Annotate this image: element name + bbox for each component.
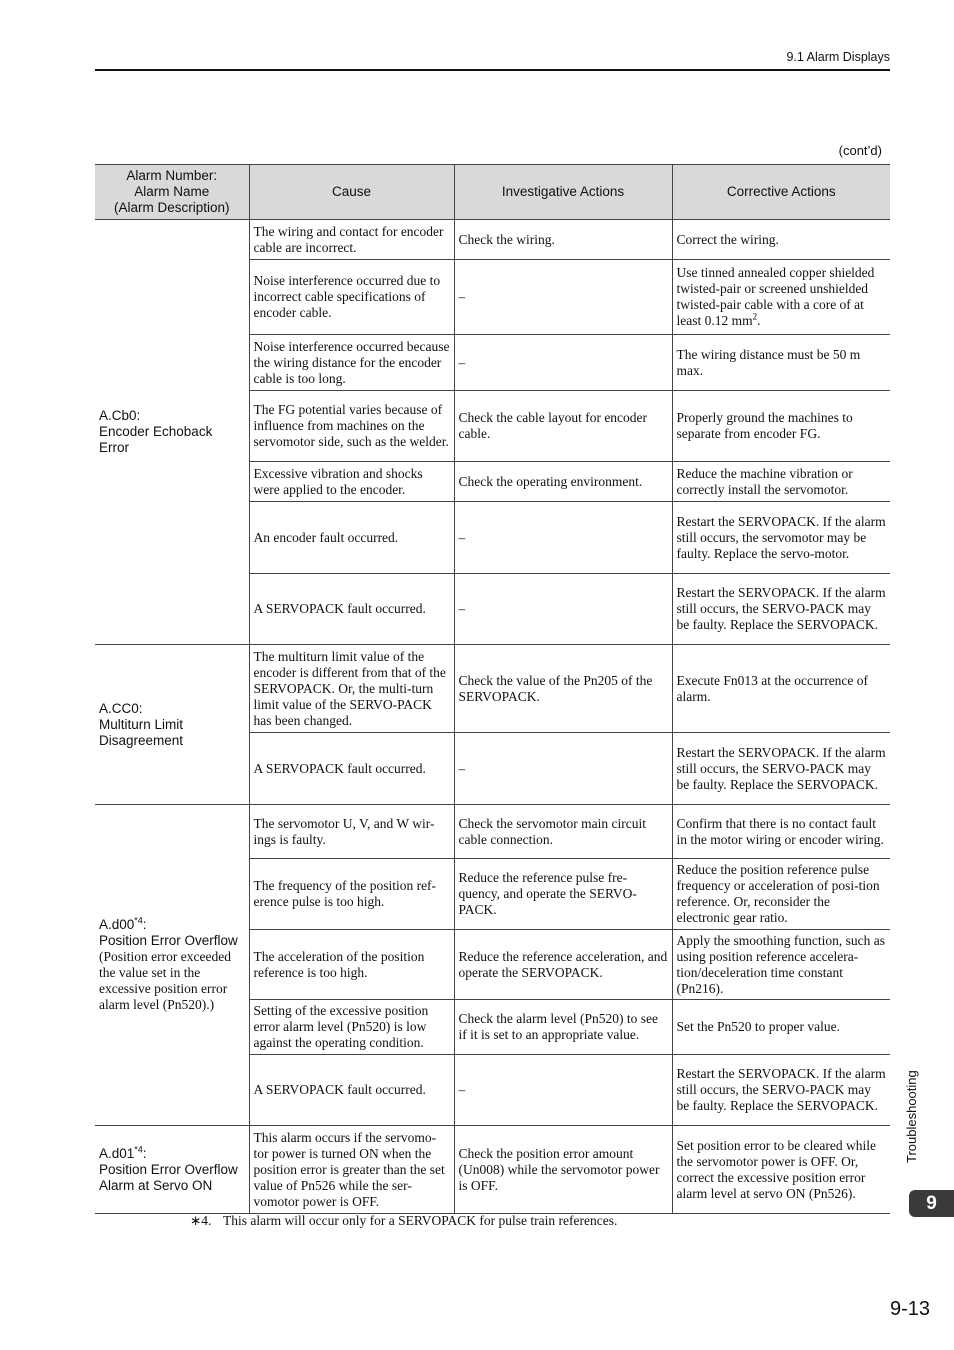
footnote-ref: *4 [134, 915, 143, 926]
alarm-description: (Position error exceeded the value set in the excessive position error alarm level (Pn520).) [99, 949, 231, 1012]
investigative-cell: Check the servomotor main circuit cable connection. [454, 805, 672, 859]
alarm-cell-acc0 [95, 645, 249, 805]
alarm-table [95, 164, 890, 1214]
corrective-cell: Set the Pn520 to proper value. [672, 1000, 890, 1055]
table-row [95, 805, 890, 859]
cause-cell: The multiturn limit value of the encoder is different from that of the SERVOPACK. Or, the multi-turn limit value of the SERVO-PACK has been changed. [249, 645, 454, 733]
header-alarm-line3: (Alarm Description) [113, 200, 230, 215]
header-alarm-number [95, 165, 249, 220]
investigative-cell: Check the value of the Pn205 of the SERVOPACK. [454, 645, 672, 733]
cause-cell: A SERVOPACK fault occurred. [249, 1055, 454, 1126]
corrective-text: Use tinned annealed copper shielded twisted-pair or screened unshielded twisted-pair cable with a core of at least 0.12 mm [676, 265, 875, 328]
running-header: 9.1 Alarm Displays [786, 50, 890, 64]
corrective-cell: Execute Fn013 at the occurrence of alarm. [672, 645, 890, 733]
alarm-name: Position Error Overflow [99, 933, 238, 948]
chapter-side-label: Troubleshooting [904, 1070, 919, 1163]
table-row [95, 220, 890, 260]
cause-cell: An encoder fault occurred. [249, 502, 454, 574]
superscript: 2 [752, 311, 758, 322]
investigative-cell: – [454, 1055, 672, 1126]
cause-cell: Noise interference occurred because the wiring distance for the encoder cable is too long. [249, 335, 454, 391]
corrective-cell: Confirm that there is no contact fault in the motor wiring or encoder wiring. [672, 805, 890, 859]
investigative-cell: Check the wiring. [454, 220, 672, 260]
alarm-name: Multiturn Limit Disagreement [99, 716, 184, 748]
corrective-cell: Correct the wiring. [672, 220, 890, 260]
corrective-cell: Reduce the position reference pulse frequency or acceleration of posi-tion reference. Or, reconsider the electronic gear ratio. [672, 859, 890, 930]
investigative-cell: – [454, 502, 672, 574]
cause-cell: Excessive vibration and shocks were applied to the encoder. [249, 462, 454, 502]
alarm-name: Position Error Overflow Alarm at Servo ON [99, 1161, 238, 1193]
cause-cell: Noise interference occurred due to incorrect cable specifications of encoder cable. [249, 260, 454, 335]
cause-cell: A SERVOPACK fault occurred. [249, 574, 454, 645]
investigative-cell: Check the cable layout for encoder cable. [454, 391, 672, 462]
corrective-cell: Set position error to be cleared while the servomotor power is OFF. Or, correct the excessive position error alarm level at servo ON (Pn526). [672, 1126, 890, 1214]
corrective-cell: Properly ground the machines to separate from encoder FG. [672, 391, 890, 462]
investigative-cell: – [454, 335, 672, 391]
corrective-cell [672, 260, 890, 335]
alarm-number-text: A.d01 [99, 1145, 135, 1161]
corrective-cell: Restart the SERVOPACK. If the alarm still occurs, the servomotor may be faulty. Replace the servo-motor. [672, 502, 890, 574]
cause-cell: The FG potential varies because of influence from machines on the servomotor side, such as the welder. [249, 391, 454, 462]
alarm-number: A.CC0: [99, 700, 143, 716]
footnote [190, 1213, 617, 1229]
corrective-cell: Reduce the machine vibration or correctly install the servomotor. [672, 462, 890, 502]
alarm-number: A.Cb0: [99, 408, 141, 423]
table-row [95, 1126, 890, 1214]
page-number: 9-13 [889, 1298, 930, 1320]
investigative-cell: Check the alarm level (Pn520) to see if it is set to an appropriate value. [454, 1000, 672, 1055]
table-row [95, 645, 890, 733]
header-cause: Cause [249, 165, 454, 220]
table-header-row [95, 165, 890, 220]
alarm-number [99, 1146, 245, 1162]
chapter-tab: 9 [909, 1190, 954, 1217]
investigative-cell: Reduce the reference pulse fre-quency, and operate the SERVO-PACK. [454, 859, 672, 930]
corrective-cell: Apply the smoothing function, such as using position reference accelera-tion/deceleration time constant (Pn216). [672, 930, 890, 1000]
header-corrective-actions: Corrective Actions [672, 165, 890, 220]
alarm-cell-acb0 [95, 220, 249, 645]
footnote-mark: ∗4. [190, 1213, 212, 1228]
header-alarm-line2: Alarm Name [134, 184, 210, 199]
corrective-cell: Restart the SERVOPACK. If the alarm still occurs, the SERVO-PACK may be faulty. Replace the SERVOPACK. [672, 1055, 890, 1126]
cause-cell: The servomotor U, V, and W wir-ings is faulty. [249, 805, 454, 859]
alarm-name: Encoder Echoback Error [99, 424, 213, 455]
corrective-cell: The wiring distance must be 50 m max. [672, 335, 890, 391]
alarm-number [99, 917, 245, 933]
cause-cell: The frequency of the position ref-erence pulse is too high. [249, 859, 454, 930]
cause-cell: This alarm occurs if the servomo-tor power is turned ON when the position error is greater than the set value of Pn526 while the ser-vomotor power is OFF. [249, 1126, 454, 1214]
alarm-number-colon: : [142, 1145, 147, 1161]
footnote-text: This alarm will occur only for a SERVOPACK for pulse train references. [223, 1213, 618, 1228]
investigative-cell: Check the position error amount (Un008) while the servomotor power is OFF. [454, 1126, 672, 1214]
corrective-text-tail: . [757, 313, 761, 328]
investigative-cell: – [454, 574, 672, 645]
cause-cell: The wiring and contact for encoder cable are incorrect. [249, 220, 454, 260]
investigative-cell: – [454, 260, 672, 335]
header-alarm-line1: Alarm Number: [126, 168, 218, 183]
alarm-cell-ad01 [95, 1126, 249, 1214]
investigative-cell: – [454, 733, 672, 805]
alarm-cell-ad00 [95, 805, 249, 1126]
header-investigative-actions: Investigative Actions [454, 165, 672, 220]
footnote-ref: *4 [134, 1144, 143, 1154]
header-rule [95, 69, 890, 71]
cause-cell: The acceleration of the position reference is too high. [249, 930, 454, 1000]
cause-cell: A SERVOPACK fault occurred. [249, 733, 454, 805]
continued-label: (cont’d) [838, 143, 882, 158]
corrective-cell: Restart the SERVOPACK. If the alarm still occurs, the SERVO-PACK may be faulty. Replace the SERVOPACK. [672, 733, 890, 805]
corrective-cell: Restart the SERVOPACK. If the alarm still occurs, the SERVO-PACK may be faulty. Replace the SERVOPACK. [672, 574, 890, 645]
investigative-cell: Check the operating environment. [454, 462, 672, 502]
alarm-number-colon: : [142, 917, 147, 932]
alarm-number-text: A.d00 [99, 917, 135, 932]
cause-cell: Setting of the excessive position error alarm level (Pn520) is low against the operating condition. [249, 1000, 454, 1055]
investigative-cell: Reduce the reference acceleration, and operate the SERVOPACK. [454, 930, 672, 1000]
